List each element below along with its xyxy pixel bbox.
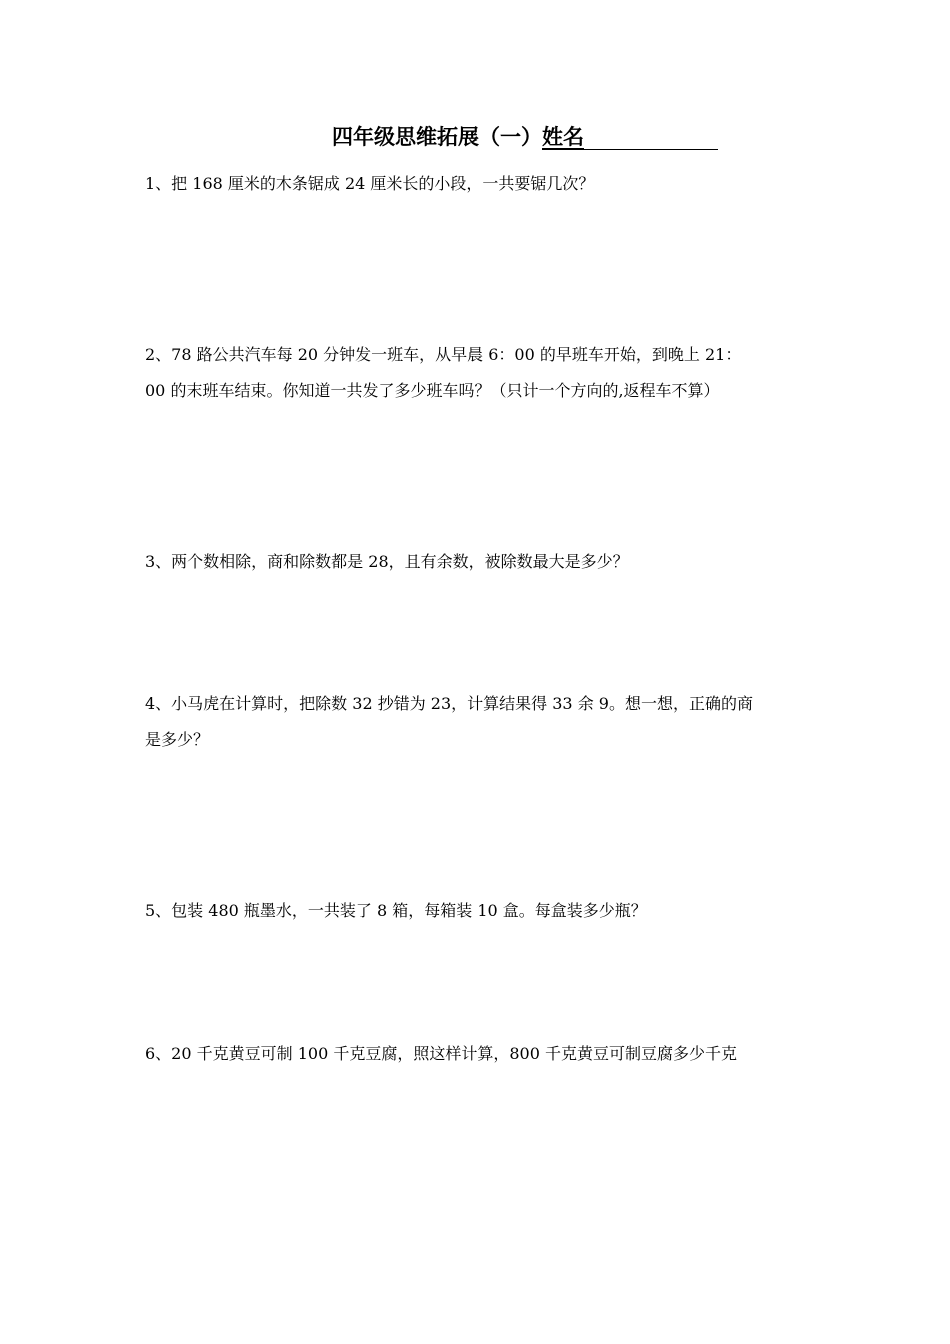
question-4 [145,686,815,758]
question-5 [145,893,815,929]
question-line: 1、把 168 厘米的木条锯成 24 厘米长的小段，一共要锯几次？ [145,174,595,193]
page-title [332,122,718,152]
question-2 [145,337,815,409]
question-6 [145,1036,815,1072]
question-line: 2、78 路公共汽车每 20 分钟发一班车，从早晨 6：00 的早班车开始，到晚上 21： [145,345,742,364]
question-line: 是多少？ [145,730,210,749]
question-line: 5、包装 480 瓶墨水，一共装了 8 箱，每箱装 10 盒。每盒装多少瓶？ [145,901,647,920]
name-blank-line[interactable] [584,125,718,150]
question-3 [145,544,815,580]
question-1 [145,166,815,202]
name-label: 姓名 [542,124,584,149]
question-line: 6、20 千克黄豆可制 100 千克豆腐，照这样计算，800 千克黄豆可制豆腐多少千克 [145,1044,737,1063]
question-line: 3、两个数相除，商和除数都是 28，且有余数，被除数最大是多少？ [145,552,629,571]
question-line: 4、小马虎在计算时，把除数 32 抄错为 23，计算结果得 33 余 9。想一想，正确的商 [145,694,753,713]
question-line: 00 的末班车结束。你知道一共发了多少班车吗？（只计一个方向的,返程车不算） [145,381,720,400]
title-text: 四年级思维拓展（一） [332,124,542,149]
